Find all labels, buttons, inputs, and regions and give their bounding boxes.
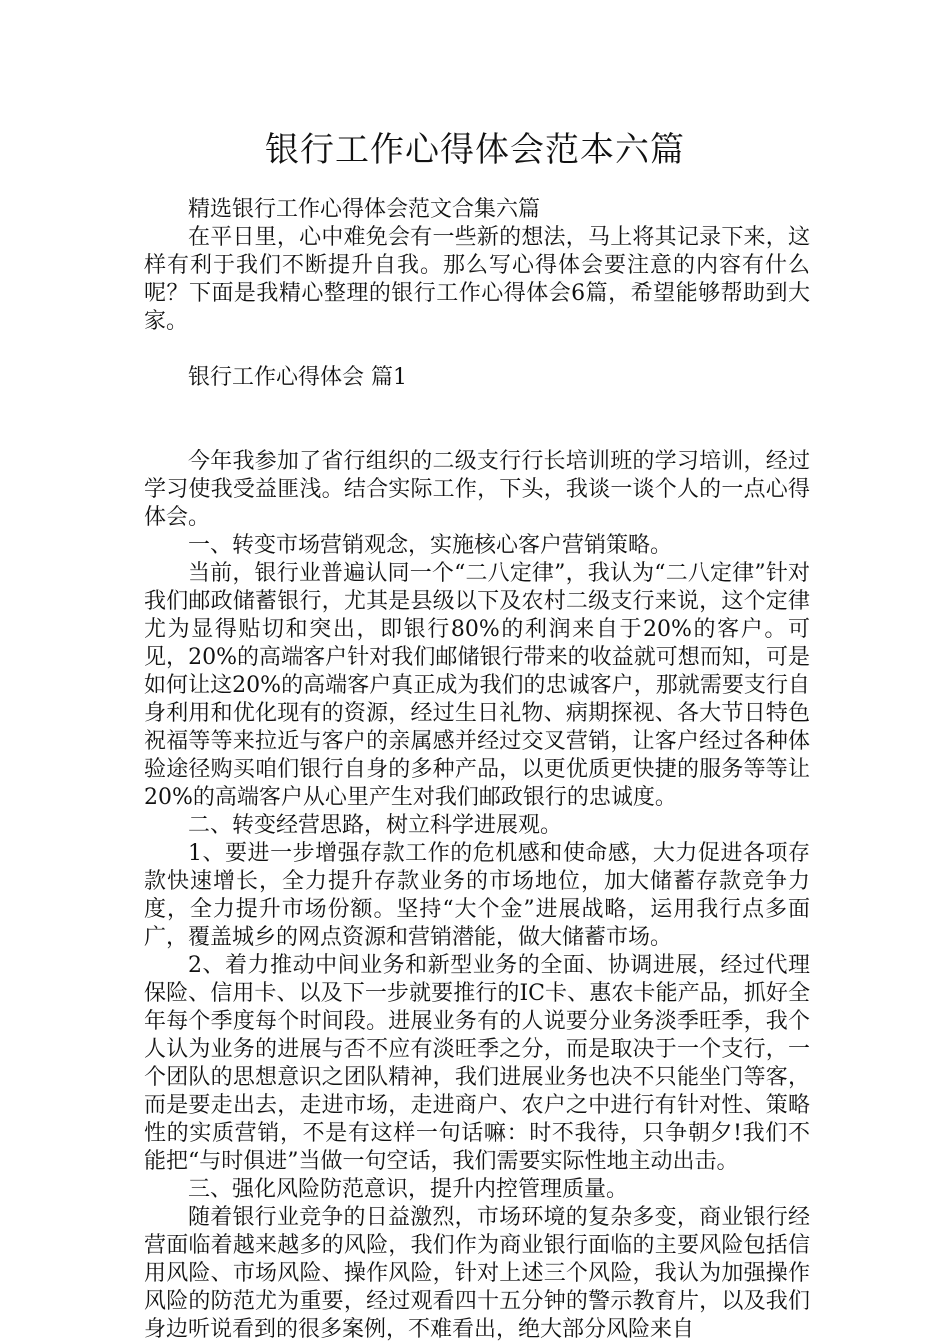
- body-paragraph: 今年我参加了省行组织的二级支行行长培训班的学习培训，经过学习使我受益匪浅。结合实际工作，下头，我谈一谈个人的一点心得体会。: [144, 449, 810, 530]
- point-heading: 三、强化风险防范意识，提升内控管理质量。: [188, 1177, 629, 1202]
- document-body: [144, 196, 810, 1344]
- body-paragraph: 随着银行业竞争的日益激烈，市场环境的复杂多变，商业银行经营面临着越来越多的风险，我们作为商业银行面临的主要风险包括信用风险、市场风险、操作风险，针对上述三个风险，我认为加强操作风险的防范尤为重要，经过观看四十五分钟的警示教育片，以及我们身边听说看到的很多案例，不难看出，绝大部分风险来自: [144, 1205, 810, 1342]
- section-heading: 银行工作心得体会 篇1: [188, 365, 407, 390]
- body-paragraph: 2、着力推动中间业务和新型业务的全面、协调进展，经过代理保险、信用卡、以及下一步就要推行的IC卡、惠农卡能产品，抓好全年每个季度每个时间段。进展业务有的人说要分业务淡季旺季，我个人认为业务的进展与否不应有淡旺季之分，而是取决于一个支行，一个团队的思想意识之团队精神，我们进展业务也决不只能坐门等客，而是要走出去，走进市场，走进商户、农户之中进行有针对性、策略性的实质营销，不是有这样一句话嘛：时不我待，只争朝夕!我们不能把“与时俱进”当做一句空话，我们需要实际性地主动出击。: [144, 953, 810, 1174]
- point-heading: 二、转变经营思路，树立科学进展观。: [188, 813, 563, 838]
- body-paragraph: 1、要进一步增强存款工作的危机感和使命感，大力促进各项存款快速增长，全力提升存款业务的市场地位，加大储蓄存款竞争力度，全力提升市场份额。坚持“大个金”进展战略，运用我行点多面广，覆盖城乡的网点资源和营销潜能，做大储蓄市场。: [144, 841, 810, 950]
- document-title: 银行工作心得体会范本六篇: [265, 130, 685, 170]
- body-paragraph: 当前，银行业普遍认同一个“二八定律”，我认为“二八定律”针对我们邮政储蓄银行，尤其是县级以下及农村二级支行来说，这个定律尤为显得贴切和突出，即银行80%的利润来自于20%的客户。可见，20%的高端客户针对我们邮储银行带来的收益就可想而知，可是如何让这20%的高端客户真正成为我们的忠诚客户，那就需要支行自身利用和优化现有的资源，经过生日礼物、病期探视、各大节日特色祝福等等来拉近与客户的亲属感并经过交叉营销，让客户经过各种体验途径购买咱们银行自身的多种产品，以更优质更快捷的服务等等让20%的高端客户从心里产生对我们邮政银行的忠诚度。: [144, 561, 810, 810]
- subtitle-paragraph: 精选银行工作心得体会范文合集六篇: [188, 197, 541, 222]
- point-heading: 一、转变市场营销观念，实施核心客户营销策略。: [188, 533, 673, 558]
- intro-paragraph: 在平日里，心中难免会有一些新的想法，马上将其记录下来，这样有利于我们不断提升自我。那么写心得体会要注意的内容有什么呢？下面是我精心整理的银行工作心得体会6篇，希望能够帮助到大家。: [144, 225, 810, 334]
